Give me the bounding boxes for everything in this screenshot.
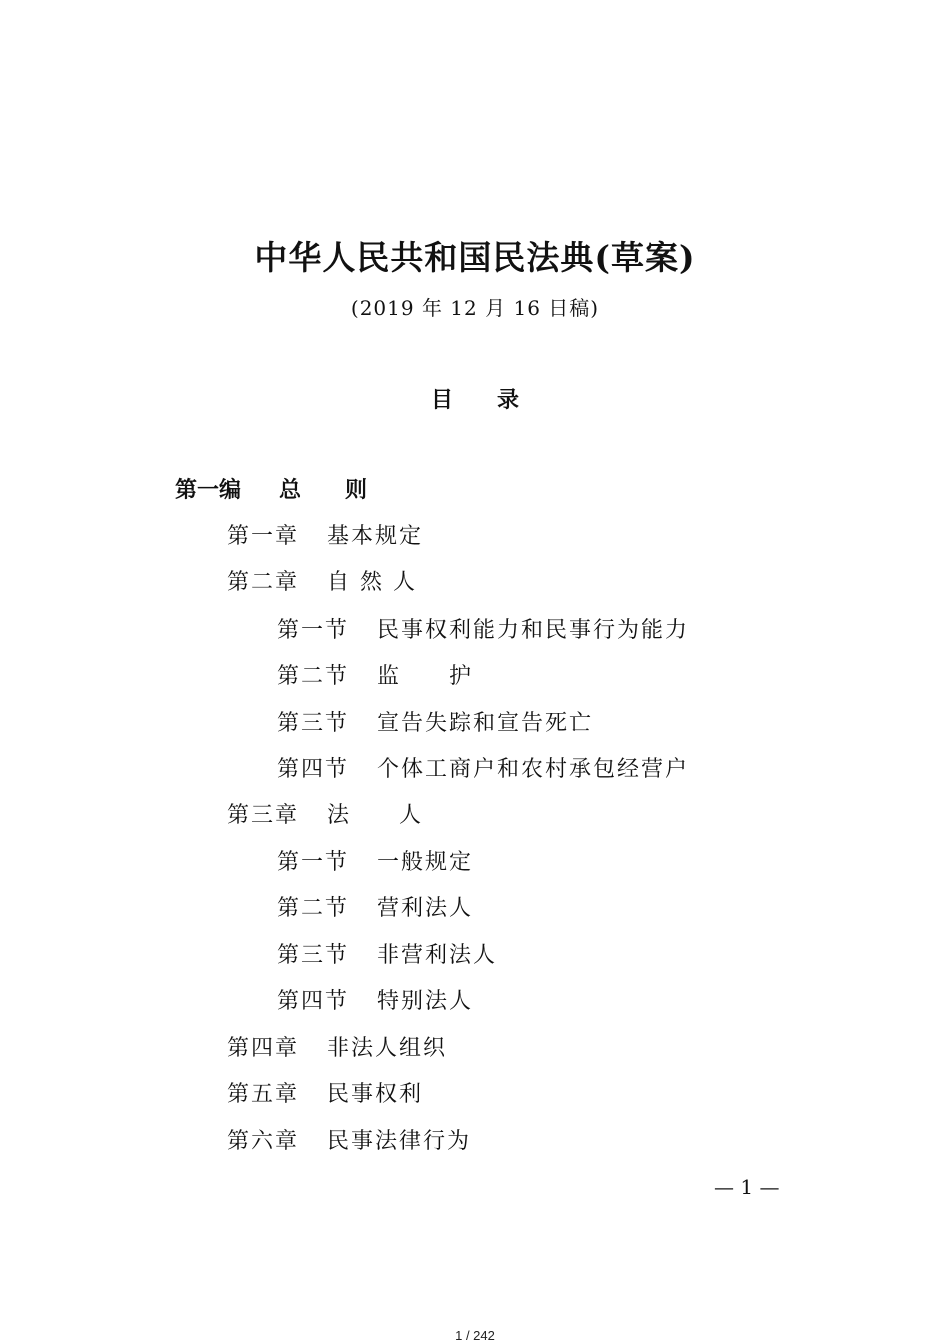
- toc-section-name: 民事权利能力和民事行为能力: [377, 618, 690, 643]
- toc-section-2-3[interactable]: [277, 710, 593, 738]
- toc-heading-right: 录: [497, 388, 520, 413]
- toc-section-name: 一般规定: [377, 850, 474, 875]
- toc-section-number: 第一节: [277, 618, 350, 643]
- toc-part-name: 总 则: [279, 478, 368, 503]
- toc-section-3-4[interactable]: [277, 988, 473, 1016]
- toc-heading-left: 目: [430, 388, 453, 413]
- viewer-page-indicator: 1 / 242: [455, 1328, 495, 1343]
- toc-chapter-number: 第四章: [227, 1036, 300, 1061]
- toc-chapter-4[interactable]: [227, 1035, 447, 1063]
- toc-section-name: 个体工商户和农村承包经营户: [377, 757, 690, 782]
- toc-part-1[interactable]: [175, 477, 367, 505]
- toc-section-number: 第四节: [277, 757, 350, 782]
- toc-chapter-3[interactable]: [227, 802, 423, 830]
- toc-section-2-1[interactable]: [277, 617, 689, 645]
- toc-section-2-4[interactable]: [277, 756, 689, 784]
- toc-chapter-number: 第一章: [227, 524, 300, 549]
- document-title: 中华人民共和国民法典(草案): [254, 238, 696, 277]
- toc-chapter-name: 民事法律行为: [327, 1129, 472, 1154]
- toc-chapter-name: 基本规定: [327, 524, 424, 549]
- toc-section-name: 非营利法人: [377, 943, 498, 968]
- toc-section-3-2[interactable]: [277, 895, 473, 923]
- toc-chapter-name: 法 人: [327, 803, 424, 828]
- toc-section-number: 第一节: [277, 850, 350, 875]
- toc-chapter-number: 第三章: [227, 803, 300, 828]
- toc-section-name: 特别法人: [377, 989, 474, 1014]
- toc-section-name: 宣告失踪和宣告死亡: [377, 711, 594, 736]
- toc-chapter-number: 第六章: [227, 1129, 300, 1154]
- toc-section-name: 营利法人: [377, 896, 474, 921]
- toc-chapter-name: 非法人组织: [327, 1036, 448, 1061]
- page-number: — 1 —: [714, 1175, 780, 1199]
- toc-section-number: 第三节: [277, 711, 350, 736]
- toc-chapter-number: 第二章: [227, 570, 300, 595]
- toc-chapter-1[interactable]: [227, 523, 423, 551]
- toc-part-number: 第一编: [175, 478, 242, 503]
- toc-section-number: 第二节: [277, 896, 350, 921]
- toc-section-name: 监 护: [377, 664, 474, 689]
- toc-chapter-number: 第五章: [227, 1082, 300, 1107]
- toc-chapter-name: 自 然 人: [327, 570, 417, 595]
- toc-chapter-name: 民事权利: [327, 1082, 424, 1107]
- toc-chapter-6[interactable]: [227, 1128, 471, 1156]
- toc-section-number: 第四节: [277, 989, 350, 1014]
- toc-section-2-2[interactable]: [277, 663, 473, 691]
- document-subtitle: (2019 年 12 月 16 日稿): [350, 296, 600, 320]
- toc-chapter-2[interactable]: [227, 569, 417, 597]
- toc-section-number: 第二节: [277, 664, 350, 689]
- toc-heading: [0, 383, 950, 414]
- toc-section-number: 第三节: [277, 943, 350, 968]
- toc-section-3-1[interactable]: [277, 849, 473, 877]
- toc-section-3-3[interactable]: [277, 942, 497, 970]
- toc-chapter-5[interactable]: [227, 1081, 423, 1109]
